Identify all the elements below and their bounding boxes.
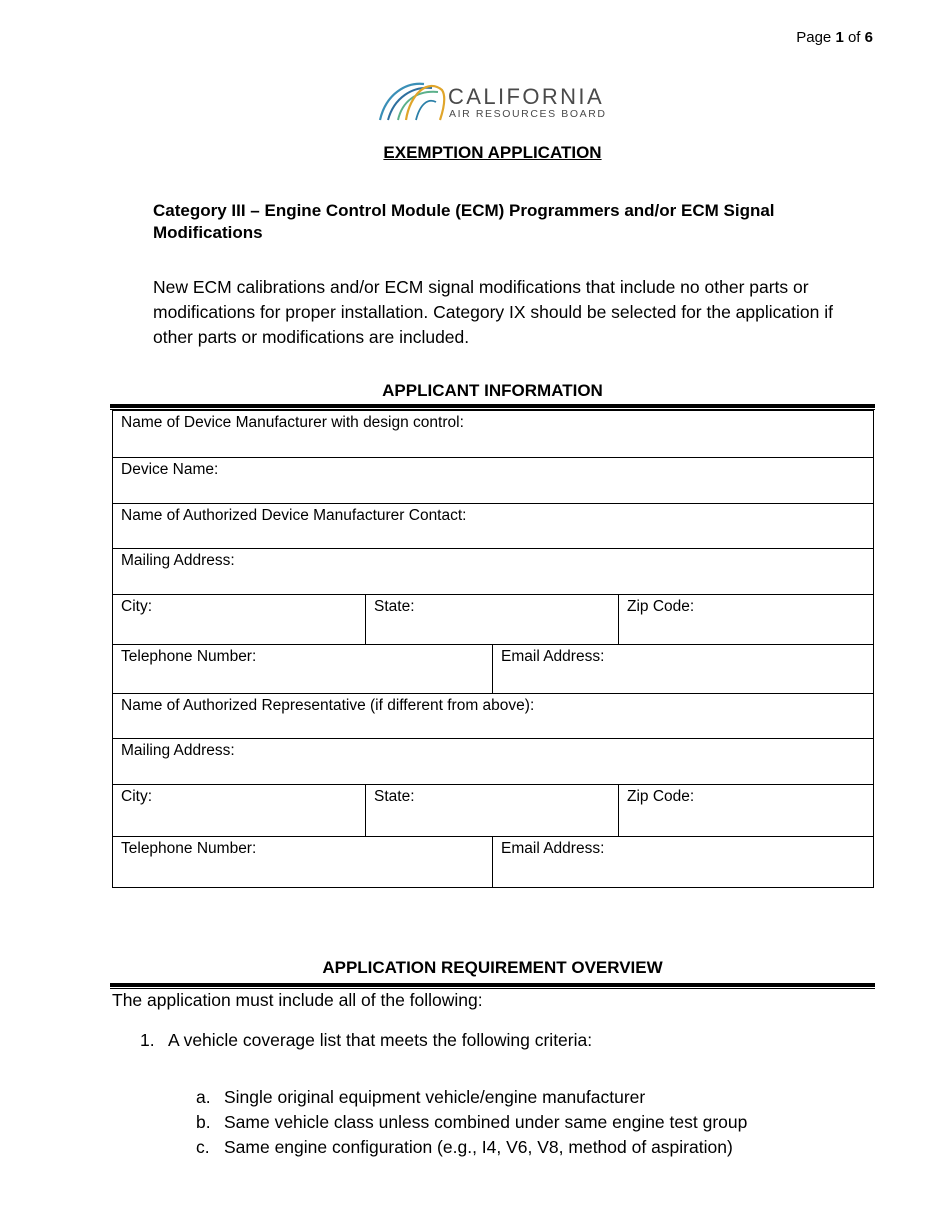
representative-label: Name of Authorized Representative (if different from above): bbox=[121, 697, 535, 714]
manufacturer-label: Name of Device Manufacturer with design control: bbox=[121, 414, 464, 431]
overview-section-rule bbox=[110, 983, 875, 989]
list-item bbox=[140, 1030, 592, 1051]
sub-list-item bbox=[196, 1110, 747, 1135]
page-prefix: Page bbox=[796, 29, 832, 46]
page-total: 6 bbox=[864, 29, 873, 46]
sub-list-item bbox=[196, 1135, 747, 1160]
sub-list-item bbox=[196, 1085, 747, 1110]
rep-email-label: Email Address: bbox=[501, 840, 605, 857]
zip-label: Zip Code: bbox=[627, 598, 695, 615]
city-label: City: bbox=[121, 598, 152, 615]
sub-list-letter: b. bbox=[196, 1112, 211, 1132]
page-current: 1 bbox=[835, 29, 844, 46]
device-name-label: Device Name: bbox=[121, 461, 219, 478]
applicant-form bbox=[112, 410, 874, 888]
carb-arcs-icon bbox=[376, 72, 448, 124]
category-description: New ECM calibrations and/or ECM signal modifications that include no other parts or modifications for proper installation. Category IX should be selected for the application if other parts or modifications are included. bbox=[153, 277, 833, 347]
sub-list-text: Same engine configuration (e.g., I4, V6, V8, method of aspiration) bbox=[224, 1137, 733, 1157]
list-item-text: A vehicle coverage list that meets the following criteria: bbox=[168, 1030, 593, 1050]
email-label: Email Address: bbox=[501, 648, 605, 665]
state-label: State: bbox=[374, 598, 415, 615]
category-title: Category III – Engine Control Module (ECM) Programmers and/or ECM Signal Modifications bbox=[153, 201, 775, 242]
rep-email-field[interactable] bbox=[493, 837, 874, 888]
page-of: of bbox=[847, 29, 861, 46]
list-item-number: 1. bbox=[140, 1030, 155, 1050]
logo-line1: CALIFORNIA bbox=[448, 84, 605, 109]
telephone-field[interactable] bbox=[113, 645, 493, 694]
contact-field[interactable] bbox=[113, 504, 874, 549]
device-name-field[interactable] bbox=[113, 458, 874, 504]
applicant-section-title: APPLICANT INFORMATION bbox=[382, 381, 603, 400]
mailing-address-label: Mailing Address: bbox=[121, 552, 235, 569]
rep-city-label: City: bbox=[121, 788, 152, 805]
telephone-label: Telephone Number: bbox=[121, 648, 257, 665]
state-field[interactable] bbox=[366, 595, 619, 645]
email-field[interactable] bbox=[493, 645, 874, 694]
rep-telephone-label: Telephone Number: bbox=[121, 840, 257, 857]
sub-list-text: Single original equipment vehicle/engine manufacturer bbox=[224, 1087, 646, 1107]
rep-state-label: State: bbox=[374, 788, 415, 805]
rep-mailing-address-field[interactable] bbox=[113, 739, 874, 785]
carb-logo bbox=[376, 72, 616, 124]
rep-city-field[interactable] bbox=[113, 785, 366, 837]
manufacturer-field[interactable] bbox=[113, 411, 874, 458]
representative-field[interactable] bbox=[113, 694, 874, 739]
overview-section-title: APPLICATION REQUIREMENT OVERVIEW bbox=[322, 958, 663, 977]
rep-zip-label: Zip Code: bbox=[627, 788, 695, 805]
rep-telephone-field[interactable] bbox=[113, 837, 493, 888]
page-number bbox=[796, 29, 873, 46]
sub-list-letter: c. bbox=[196, 1137, 210, 1157]
rep-zip-field[interactable] bbox=[619, 785, 874, 837]
overview-intro: The application must include all of the following: bbox=[112, 990, 483, 1010]
mailing-address-field[interactable] bbox=[113, 549, 874, 595]
contact-label: Name of Authorized Device Manufacturer Contact: bbox=[121, 507, 467, 524]
rep-mailing-address-label: Mailing Address: bbox=[121, 742, 235, 759]
sub-list-letter: a. bbox=[196, 1087, 211, 1107]
zip-field[interactable] bbox=[619, 595, 874, 645]
logo-line2: AIR RESOURCES BOARD bbox=[449, 108, 607, 120]
city-field[interactable] bbox=[113, 595, 366, 645]
sub-list bbox=[196, 1085, 747, 1160]
rep-state-field[interactable] bbox=[366, 785, 619, 837]
sub-list-text: Same vehicle class unless combined under same engine test group bbox=[224, 1112, 748, 1132]
document-title: EXEMPTION APPLICATION bbox=[383, 143, 602, 162]
